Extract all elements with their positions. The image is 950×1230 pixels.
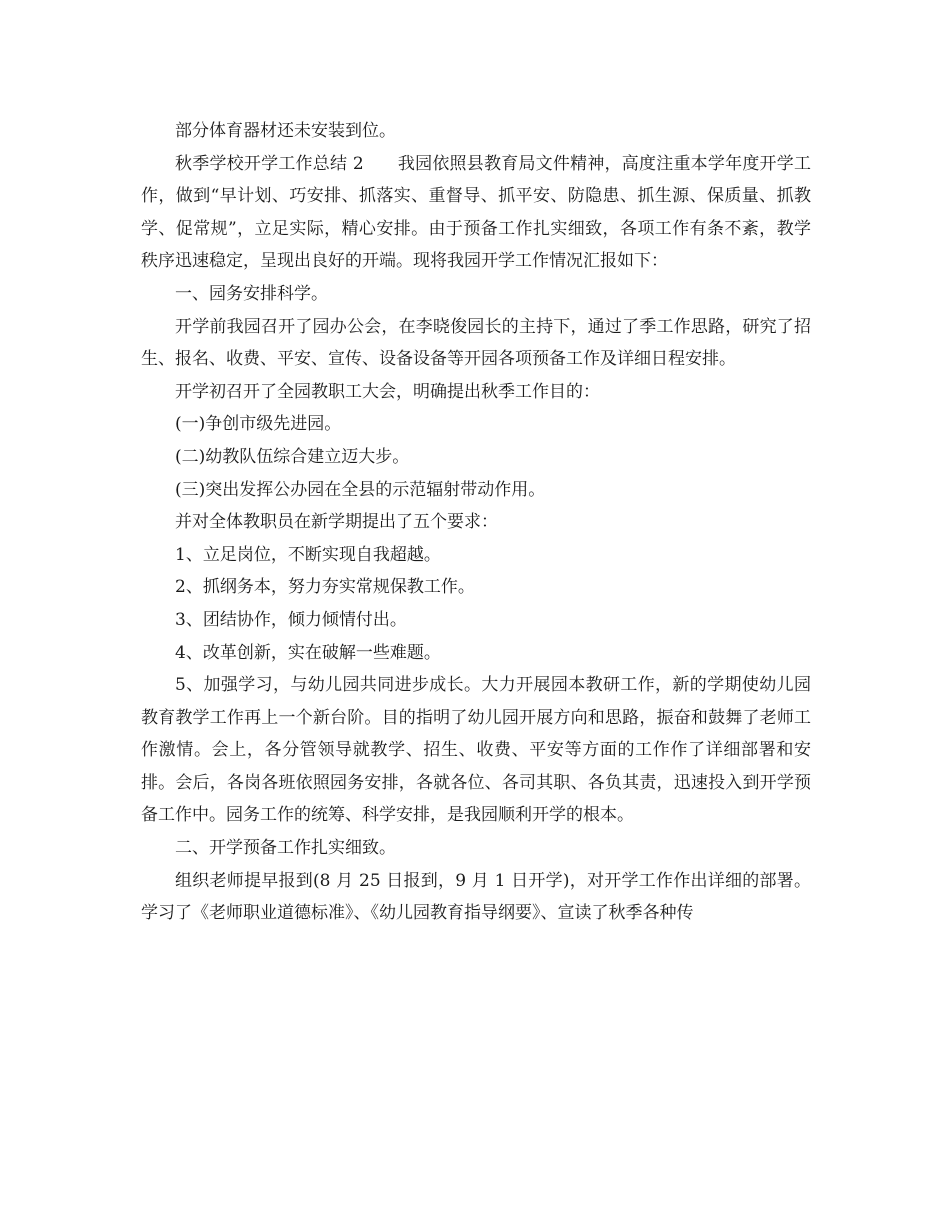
list-item: (二)幼教队伍综合建立迈大步。 — [175, 446, 410, 467]
document-body — [141, 115, 811, 930]
paragraph: 组织老师提早报到(8 月 25 日报到，9 月 1 日开学)，对开学工作作出详细的部署。学习了《老师职业道德标准》、《幼儿园教育指导纲要》、宣读了秋季各种传 — [141, 870, 811, 924]
heading: 一、园务安排科学。 — [175, 283, 328, 304]
paragraph-text: 我园依照县教育局文件精神，高度注重本学年度开学工作，做到“早计划、巧安排、抓落实、重督导、抓平安、防隐患、抓生源、保质量、抓教学、促常规”，立足实际，精心安排。由于预备工作扎实细致，各项工作有条不紊，教学秩序迅速稳定，呈现出良好的开端。现将我园开学工作情况汇报如下： — [141, 153, 811, 272]
heading: 二、开学预备工作扎实细致。 — [175, 838, 396, 859]
paragraph — [141, 148, 811, 278]
list-item: (一)争创市级先进园。 — [175, 414, 342, 435]
paragraph: 部分体育器材还未安装到位。 — [175, 121, 396, 141]
paragraph: 并对全体教职员在新学期提出了五个要求： — [175, 512, 498, 533]
paragraph: 5、加强学习，与幼儿园共同进步成长。大力开展园本教研工作，新的学期使幼儿园教育教学工作再上一个新台阶。目的指明了幼儿园开展方向和思路，振奋和鼓舞了老师工作激情。会上，各分管领导就教学、招生、收费、平安等方面的工作作了详细部署和安排。会后，各岗各班依照园务安排，各就各位、各司其职、各负其责，迅速投入到开学预备工作中。园务工作的统筹、科学安排，是我园顺利开学的根本。 — [141, 675, 811, 826]
section-title: 秋季学校开学工作总结 2 — [175, 153, 364, 174]
list-item: 3、团结协作，倾力倾情付出。 — [175, 609, 407, 630]
list-item: 2、抓纲务本，努力夯实常规保教工作。 — [175, 577, 475, 598]
paragraph: 开学初召开了全园教职工大会，明确提出秋季工作目的： — [175, 381, 600, 402]
list-item: (三)突出发挥公办园在全县的示范辐射带动作用。 — [175, 479, 546, 500]
paragraph: 开学前我园召开了园办公会，在李晓俊园长的主持下，通过了季工作思路，研究了招生、报名、收费、平安、宣传、设备设备等开园各项预备工作及详细日程安排。 — [141, 316, 811, 370]
list-item: 4、改革创新，实在破解一些难题。 — [175, 642, 441, 663]
list-item: 1、立足岗位，不断实现自我超越。 — [175, 544, 441, 565]
